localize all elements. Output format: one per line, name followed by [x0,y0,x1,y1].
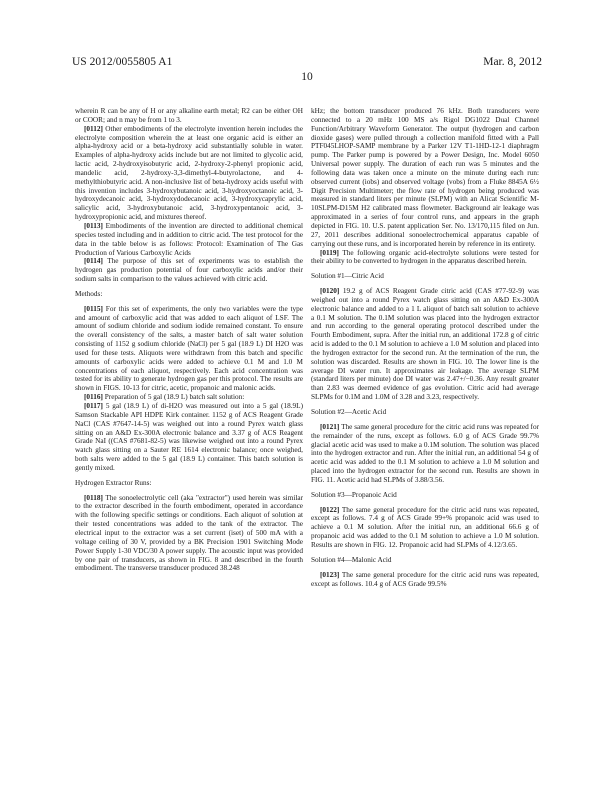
paragraph-text: Other embodiments of the electrolyte invention herein includes the electrolyte composition wherein the at least one organic acid is either an alpha-hydroxy acid or a beta-hydroxy acid substantially soluble in water. Examples of alpha-hydroxy acids include but are not limited to glycolic acid, lactic acid, 2-hydroxyisobutyric acid, 2-hydroxy-2-phenyl propionic acid, mandelic acid, 2-hydroxy-3,3-dimethyl-4-butyrolactone, and 4-methylthiobutyric acid. A non-inclusive list of beta-hydroxy acids useful with this invention includes 3-hydroxybutanoic acid, 3-hydroxyoctanoic acid, 3-hydroxydecanoic acid, 3-hydroxydodecanoic acid, 3-hydroxycaprylic acid, salicylic acid, 3-hydroxybutanoic acid, 3-hydroxypentanoic acid, 3-hydroxypropionic acid, and mixtures thereof. [75,124,303,222]
paragraph-tag: [0119] [320,248,339,257]
paragraph-tag: [0113] [84,221,103,230]
paragraph-0117 [75,402,303,473]
paragraph-tag: [0123] [320,570,340,579]
paragraph-tag: [0117] [84,402,103,410]
paragraph-text: 5 gal (18.9 L) of di-H2O was measured out into a 5 gal (18.9L) Samson Stackable API HDPE Kirk container. 1152 g of ACS Reagent Grade NaCl (CAS #7647-14-5) was weighed out into a round Pyrex watch glass sitting on an A&D Ex-300A electronic balance and 3.37 g of ACS Reagent Grade NaI ((CAS #7681-82-5) was likewise weighed out into a round Pyrex watch glass sitting on a Sauter RE 1614 electronic balance; once weighed, both salts were added to the 5 gal (18.9 L) container. This batch solution is gently mixed. [75,402,304,472]
paragraph-text: 19.2 g of ACS Reagent Grade citric acid (CAS #77-92-9) was weighed out into a round Pyrex watch glass sitting on an A&D Ex-300A electronic balance and added to a 1 L aliquot of batch salt solution to achieve a 0.1 M solution. The 0.1M solution was placed into the hydrogen extractor and run according to the general operating protocol described under the Fourth Embodiment, supra. After the initial run, an additional 172.8 g of citric acid is added to the 0.1 M solution to achieve a 1.0 M solution and placed into the hydrogen extractor for the second run. At the termination of the run, the solution was discarded. Results are shown in FIG. 10. The lower line is the average DI water run. It approximates air leakage. The average SLPM (standard liters per minute) doe DI water was 2.47+/−0.36. Any result greater than 2.83 was deemed evidence of gas evolution. Citric acid had average SLPMs for 0.1M and 1.0M of 3.28 and 3.23, respectively. [311,287,540,402]
paragraph-text: The same general procedure for the citric acid runs was repeated, except as follows. 10.4 g of ACS Grade 99.5% [311,570,539,588]
paragraph-0119 [311,249,539,267]
paragraph-tag: [0122] [320,505,340,514]
solution-1-heading: Solution #1—Citric Acid [311,272,384,281]
solution-4-heading: Solution #4—Malonic Acid [311,555,392,564]
paragraph-0115 [75,305,303,393]
paragraph-0112 [75,125,303,222]
paragraph-0118 [75,494,303,574]
paragraph-tag: [0116] [84,393,103,402]
paragraph-tag: [0115] [84,304,103,313]
paragraph-tag: [0112] [84,124,103,133]
formula-continuation: wherein R can be any of H or any alkaline earth metal; R2 can be either OH or COOR; and n may be from 1 to 3. [75,107,303,124]
methods-heading: Methods: [75,289,103,298]
publication-number: US 2012/0055805 A1 [72,56,173,68]
paragraph-tag: [0114] [84,257,103,266]
paragraph-text: The sonoelectrolytic cell (aka "extractor") used herein was similar to the extractor described in the fourth embodiment, operated in accordance with the following specific settings or conditions. Each aliquot of solution at their tested concentrations was added to the tank of the extractor. The electrical input to the extractor was a set current (iset) of 500 mA with a voltage ceiling of 30 V, provided by a BK Precision 1901 Switching Mode Power Supply 1-30 VDC/30 A power supply. The acoustic input was provided by one pair of transducers, as shown in FIG. 8 and described in the fourth embodiment. The transverse transducer produced 38.248 [75,493,303,573]
paragraph-text: The same general procedure for the citric acid runs was repeated, except as follows. 7.4 g of ACS Grade 99+% propanoic acid was used to achieve a 0.1 M solution. After the initial run, an additional 66.6 g of propanoic acid was added to the 0.1 M solution to achieve a 1.0 M solution. Results are shown in FIG. 12. Propanoic acid had SLPMs of 4.12/3.65. [311,505,539,549]
paragraph-text: Embodiments of the invention are directed to additional chemical species tested including and in addition to citric acid. The test protocol for the data in the table below is as follows: Protocol: Examination of The Gas Production of Various Carboxylic Acids [75,221,304,257]
paragraph-text: The following organic acid-electrolyte solutions were tested for their ability to be converted to hydrogen in the apparatus described herein. [311,248,539,266]
paragraph-text: Preparation of 5 gal (18.9 L) batch salt solution: [104,393,245,402]
paragraph-0120 [311,287,539,402]
paragraph-text: The same general procedure for the citric acid runs was repeated for the remainder of the runs, except as follows. 6.0 g of ACS Grade 99.7% glacial acetic acid was used to make a 0.1M solution. The solution was placed into the hydrogen extractor and run. After the initial run, an additional 54 g of acetic acid was added to the 0.1 M solution to achieve a 1.0 M solution and placed into the hydrogen extractor for the second run. Results are shown in FIG. 11. Acetic acid had SLPMs of 3.88/3.56. [311,422,539,484]
paragraph-0113 [75,222,303,257]
paragraph-tag: [0121] [320,422,340,431]
paragraph-tag: [0120] [320,287,340,296]
paragraph-text: The purpose of this set of experiments was to establish the hydrogen gas production potential of four carboxylic acids and/or their sodium salts in comparison to the values achieved with citric acid. [75,257,303,284]
paragraph-text: For this set of experiments, the only two variables were the type and amount of carboxylic acid that was added to each aliquot of LSF. The amount of sodium chloride and sodium iodide remained constant. To ensure the overall consistency of the salts, a master batch of salt water solution consisting of 1152 g sodium chloride (NaCl) per 5 gal (18.9 L) DI H2O was used for these tests. Aliquots were withdrawn from this batch and specific amounts of carboxylic acids were added to achieve 0.1 M and 1.0 M concentrations of each aliquot, respectively. Each acid concentration was tested for its ability to generate hydrogen gas per this protocol. The results are shown in FIGS. 10-13 for citric, acetic, propanoic and malonic acids. [75,304,304,393]
extractor-runs-heading: Hydrogen Extractor Runs: [75,478,152,487]
paragraph-0121 [311,423,539,485]
paragraph-0122 [311,506,539,550]
paragraph-0114 [75,257,303,284]
solution-3-heading: Solution #3—Propanoic Acid [311,490,397,499]
paragraph-0118-continued: kHz; the bottom transducer produced 76 kHz. Both transducers were connected to a 20 mHz 100 MS a/s Rigol DG1022 Dual Channel Function/Arbitrary Waveform Generator. The output (hydrogen and carbon dioxide gases) were pulled through a collection manifold fitted with a Pall PTF045LHOP-SAMP membrane by a Parker 12V T1-1HD-12-1 diaphragm pump. The Parker pump is powered by a Power Design, Inc. Model 6050 Universal power supply. The duration of each run was 5 minutes and the following data was taken once a minute on the minute during each run: observed current (iobs) and observed voltage (vobs) from a Fluke 8845A 6½ Digit Precision Multimeter; the flow rate of hydrogen being produced was measured in standard liters per minute (SLPM) with an Alicat Scientific M-10SLPM-D15M H2 calibrated mass flowmeter. Background air leakage was approximated in a series of four control runs, and appears in the graph depicted in FIG. 10. U.S. patent application Ser. No. 13/170,115 filed on Jun. 27, 2011 describes additional sonoelectrochemical apparatus capable of carrying out these runs, and is incorporated herein by reference in its entirety. [311,107,539,248]
paragraph-tag: [0118] [84,493,103,502]
solution-2-heading: Solution #2—Acetic Acid [311,408,387,416]
publication-date: Mar. 8, 2012 [483,56,542,68]
left-column [75,107,303,573]
paragraph-0123 [311,571,539,589]
page-number: 10 [301,71,313,83]
right-column [311,107,539,588]
paragraph-0116 [75,393,303,402]
